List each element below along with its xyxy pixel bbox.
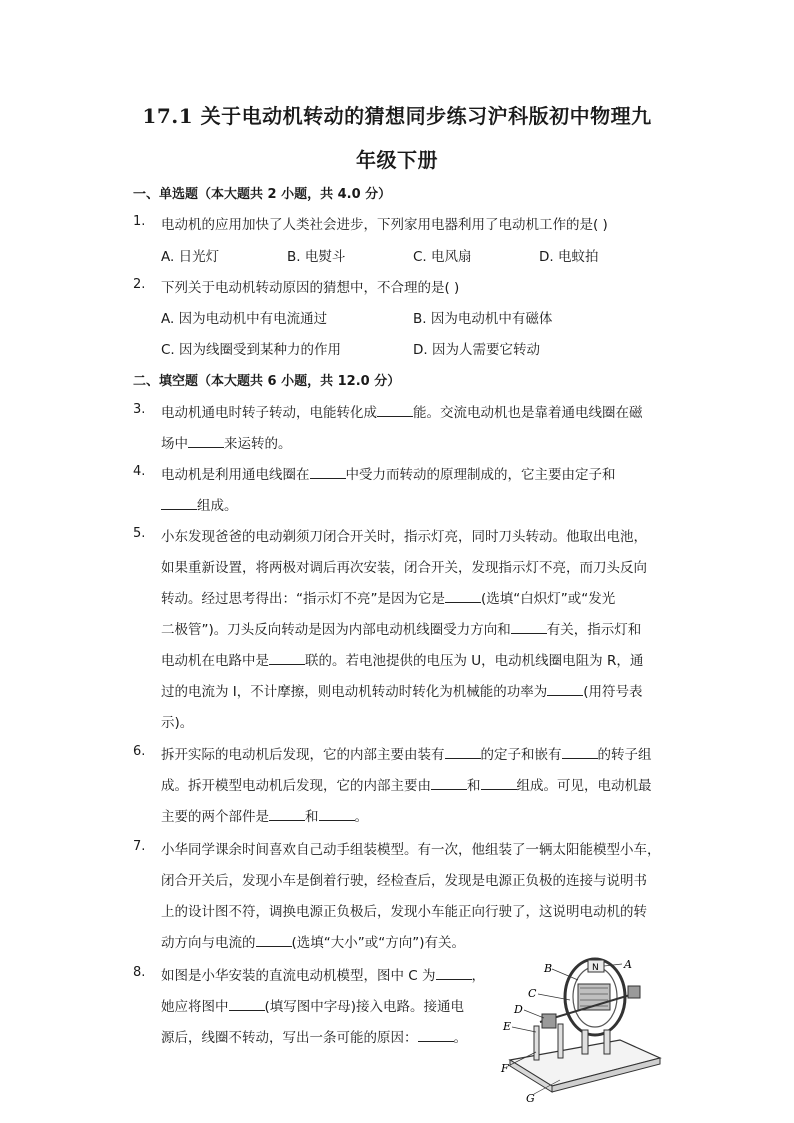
q8-text-3b: 。 — [453, 1030, 467, 1046]
q3-blank-2[interactable] — [188, 435, 224, 448]
q6-text-2b: 和 — [467, 778, 481, 794]
q4-line-1 — [161, 463, 616, 483]
q7-number: 7. — [133, 839, 146, 854]
q4-blank-2[interactable] — [161, 497, 197, 510]
q6-text-2c: 组成。可见，电动机最 — [516, 778, 652, 794]
leader-e — [512, 1027, 536, 1032]
q1-option-c: C. 电风扇 — [413, 249, 472, 265]
q6-blank-5[interactable] — [269, 808, 305, 821]
q5-blank-1[interactable] — [445, 590, 481, 603]
q5-line-5 — [161, 649, 643, 669]
figure-label-d: D — [514, 1003, 523, 1016]
q5-text-5b: 联的。若电池提供的电压为 U，电动机线圈电阻为 R，通 — [305, 653, 644, 669]
q3-text-1a: 电动机通电时转子转动，电能转化成 — [161, 405, 377, 421]
q1-stem: 电动机的应用加快了人类社会进步，下列家用电器利用了电动机工作的是( ) — [161, 217, 608, 233]
q8-blank-3[interactable] — [418, 1029, 454, 1042]
q6-line-2 — [161, 774, 652, 794]
figure-label-b: B — [544, 962, 553, 975]
q7-line-3: 上的设计图不符，调换电源正负极后，发现小车能正向行驶了，这说明电动机的转 — [161, 904, 647, 920]
q4-number: 4. — [133, 464, 146, 479]
title-line-1: 17.1 关于电动机转动的猜想同步练习沪科版初中物理九 — [142, 104, 652, 128]
q6-blank-3[interactable] — [431, 777, 467, 790]
q5-line-1: 小东发现爸爸的电动剃须刀闭合开关时，指示灯亮，同时刀头转动。他取出电池， — [161, 529, 647, 545]
q8-line-3 — [161, 1026, 467, 1046]
q6-text-1b: 的定子和嵌有 — [480, 747, 562, 763]
q8-text-1a: 如图是小华安装的直流电动机模型，图中 C 为 — [161, 968, 436, 984]
q4-blank-1[interactable] — [310, 466, 346, 479]
q5-blank-3[interactable] — [269, 652, 305, 665]
q5-text-5a: 电动机在电路中是 — [161, 653, 269, 669]
q8-text-2a: 她应将图中 — [161, 999, 229, 1015]
q3-number: 3. — [133, 402, 146, 417]
q5-line-2: 如果重新设置，将两极对调后再次安装，闭合开关，发现指示灯不亮，而刀头反向 — [161, 560, 647, 576]
stand-left — [582, 1030, 588, 1054]
q3-text-2a: 场中 — [161, 436, 188, 452]
q7-line-4 — [161, 931, 465, 951]
q6-text-3b: 和 — [305, 809, 319, 825]
q4-text-2b: 组成。 — [197, 498, 238, 514]
q3-line-1 — [161, 401, 643, 421]
q6-number: 6. — [133, 744, 146, 759]
q8-line-1 — [161, 964, 485, 984]
q7-blank-1[interactable] — [256, 934, 292, 947]
q2-number: 2. — [133, 277, 146, 292]
q5-text-3a: 转动。经过思考得出：“指示灯不亮”是因为它是 — [161, 591, 445, 607]
q2-option-a: A. 因为电动机中有电流通过 — [161, 311, 328, 327]
q8-number: 8. — [133, 965, 146, 980]
q4-text-1a: 电动机是利用通电线圈在 — [161, 467, 310, 483]
figure-label-e: E — [503, 1020, 512, 1033]
q1-option-b: B. 电熨斗 — [287, 249, 346, 265]
q2-option-d: D. 因为人需要它转动 — [413, 342, 540, 358]
q6-blank-4[interactable] — [481, 777, 517, 790]
q4-text-1b: 中受力而转动的原理制成的，它主要由定子和 — [345, 467, 616, 483]
q7-line-2: 闭合开关后，发现小车是倒着行驶，经检查后，发现是电源正负极的连接与说明书 — [161, 873, 647, 889]
figure-label-f: F — [501, 1062, 509, 1075]
q5-blank-4[interactable] — [547, 683, 583, 696]
q7-text-4a: 动方向与电流的 — [161, 935, 256, 951]
motor-model-figure — [500, 952, 670, 1107]
q5-line-4 — [161, 618, 641, 638]
q5-text-6b: (用符号表 — [583, 684, 643, 700]
pole-label-n: N — [592, 963, 599, 973]
title-line-2: 年级下册 — [356, 148, 438, 172]
q8-blank-2[interactable] — [229, 998, 265, 1011]
q6-blank-6[interactable] — [319, 808, 355, 821]
section-single-choice: 一、单选题（本大题共 2 小题，共 4.0 分） — [133, 187, 392, 202]
brush-support-left — [534, 1026, 539, 1060]
q3-blank-1[interactable] — [377, 404, 413, 417]
q6-text-1c: 的转子组 — [597, 747, 652, 763]
q7-text-4b: (选填“大小”或“方向”)有关。 — [291, 935, 466, 951]
q5-line-7: 示)。 — [161, 715, 194, 731]
q1-number: 1. — [133, 214, 146, 229]
brush-support-right — [558, 1024, 563, 1058]
q5-blank-2[interactable] — [511, 621, 547, 634]
q5-number: 5. — [133, 526, 146, 541]
stand-right — [604, 1030, 610, 1054]
q3-line-2 — [161, 432, 292, 452]
q6-text-3a: 主要的两个部件是 — [161, 809, 269, 825]
commutator — [542, 1014, 556, 1028]
leader-d — [524, 1010, 544, 1018]
q6-text-1a: 拆开实际的电动机后发现，它的内部主要由装有 — [161, 747, 445, 763]
q8-text-3a: 源后，线圈不转动，写出一条可能的原因： — [161, 1030, 418, 1046]
q4-line-2 — [161, 494, 238, 514]
q5-text-4a: 二极管”)。刀头反向转动是因为内部电动机线圈受力方向和 — [161, 622, 511, 638]
q3-text-1b: 能。交流电动机也是靠着通电线圈在磁 — [413, 405, 643, 421]
q1-option-a: A. 日光灯 — [161, 249, 220, 265]
q8-blank-1[interactable] — [436, 967, 472, 980]
q5-text-4b: 有关，指示灯和 — [546, 622, 642, 638]
q5-text-6a: 过的电流为 I，不计摩擦，则电动机转动时转化为机械能的功率为 — [161, 684, 548, 700]
q1-option-d: D. 电蚊拍 — [539, 249, 599, 265]
q7-line-1: 小华同学课余时间喜欢自己动手组装模型。有一次，他组装了一辆太阳能模型小车， — [161, 842, 661, 858]
q2-option-c: C. 因为线圈受到某种力的作用 — [161, 342, 342, 358]
q3-text-2b: 来运转的。 — [224, 436, 292, 452]
q6-line-1 — [161, 743, 652, 763]
q5-line-3 — [161, 587, 615, 607]
q2-stem: 下列关于电动机转动原因的猜想中，不合理的是( ) — [161, 280, 460, 296]
q2-option-b: B. 因为电动机中有磁体 — [413, 311, 553, 327]
figure-label-c: C — [528, 987, 537, 1000]
q8-text-1b: ， — [471, 968, 486, 984]
q5-text-3b: (选填“白炽灯”或“发光 — [481, 591, 616, 607]
q8-text-2b: (填写图中字母)接入电路。接通电 — [264, 999, 465, 1015]
q6-text-3c: 。 — [354, 809, 368, 825]
figure-label-g: G — [526, 1092, 535, 1105]
right-bearing — [628, 986, 640, 998]
q8-line-2 — [161, 995, 464, 1015]
figure-label-a: A — [624, 958, 632, 971]
q5-line-6 — [161, 680, 643, 700]
section-fill-blank: 二、填空题（本大题共 6 小题，共 12.0 分） — [133, 374, 401, 389]
q6-line-3 — [161, 805, 368, 825]
q6-text-2a: 成。拆开模型电动机后发现，它的内部主要由 — [161, 778, 431, 794]
q6-blank-2[interactable] — [562, 746, 598, 759]
q6-blank-1[interactable] — [445, 746, 481, 759]
